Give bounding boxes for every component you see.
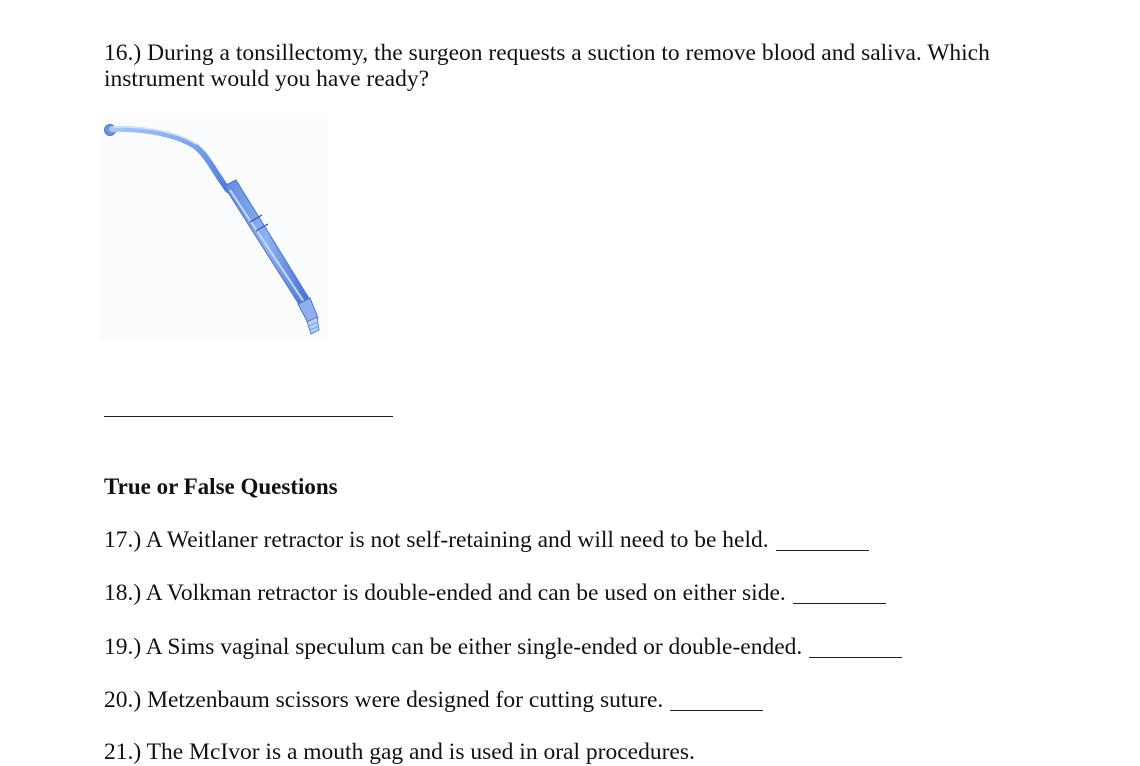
- answer-blank-20[interactable]: [670, 710, 763, 711]
- tf-question-21: [104, 738, 695, 766]
- tf-question-18: [104, 579, 886, 607]
- tf-question-20: [104, 686, 763, 714]
- yankauer-suction-tip-icon: [100, 118, 328, 340]
- tf-question-21-text: 21.) The McIvor is a mouth gag and is used in oral procedures.: [104, 739, 695, 765]
- answer-blank-16[interactable]: [104, 416, 393, 417]
- answer-blank-19[interactable]: [809, 657, 902, 658]
- tf-question-17-text: 17.) A Weitlaner retractor is not self-retaining and will need to be held.: [104, 527, 769, 553]
- answer-blank-17[interactable]: [776, 550, 869, 551]
- tf-question-17: [104, 526, 869, 554]
- question-16-text: 16.) During a tonsillectomy, the surgeon requests a suction to remove blood and saliva. Which instrument would you have ready?: [104, 40, 990, 92]
- tf-question-19: [104, 633, 902, 661]
- answer-blank-18[interactable]: [793, 603, 886, 604]
- tf-question-18-text: 18.) A Volkman retractor is double-ended and can be used on either side.: [104, 580, 786, 606]
- tf-question-19-text: 19.) A Sims vaginal speculum can be either single-ended or double-ended.: [104, 634, 803, 660]
- section-title: True or False Questions: [104, 474, 338, 499]
- tf-question-20-text: 20.) Metzenbaum scissors were designed for cutting suture.: [104, 687, 664, 713]
